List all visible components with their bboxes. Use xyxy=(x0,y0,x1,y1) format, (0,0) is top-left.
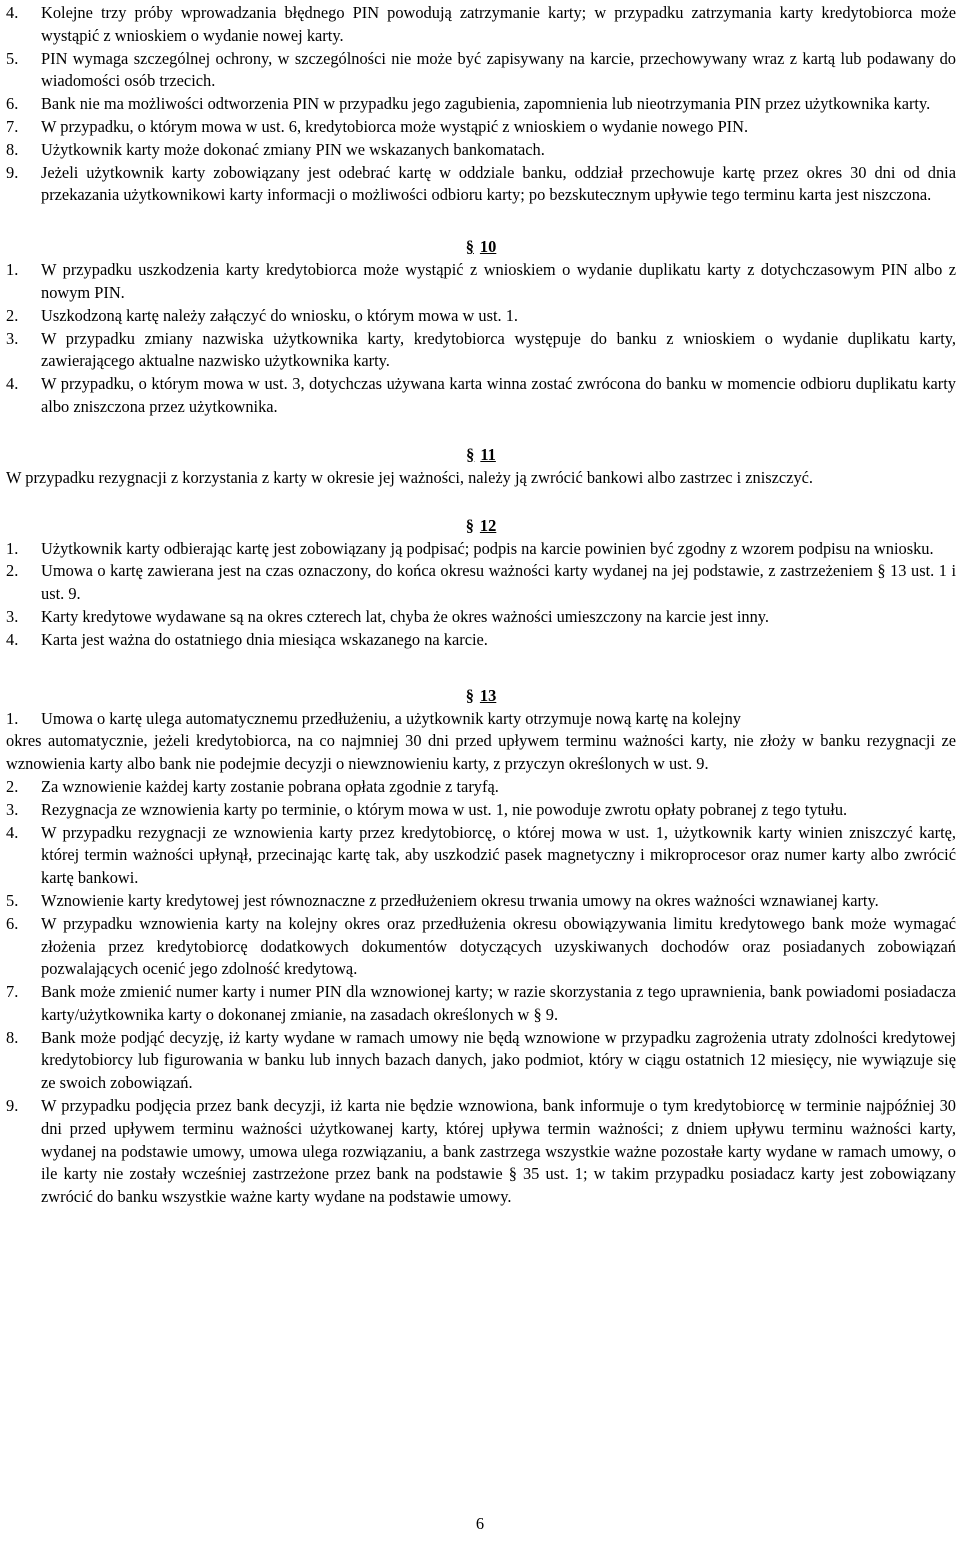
list-item xyxy=(6,822,956,890)
list-item xyxy=(6,48,956,94)
section-number: 12 xyxy=(479,515,497,535)
item-number: 6. xyxy=(6,94,19,114)
item-text: Karta jest ważna do ostatniego dnia miesiąca wskazanego na karcie. xyxy=(41,629,488,649)
item-text: W przypadku rezygnacji ze wznowienia karty przez kredytobiorcę, o której mowa w ust. 1, użytkownik karty winien zniszczyć kartę, której termin ważności upłynął, przecinając kartę tak, aby uszkodzić pasek magnetyczny i mikroprocesor oraz numer karty albo zwrócić kartę bankowi. xyxy=(41,822,956,888)
item-text: PIN wymaga szczególnej ochrony, w szczególności nie może być zapisywany na karcie, przechowywany wraz z kartą lub podawany do wiadomości osób trzecich. xyxy=(41,48,956,91)
item-text: Uszkodzoną kartę należy załączyć do wniosku, o którym mowa w ust. 1. xyxy=(41,305,519,325)
paragraph-symbol: § xyxy=(465,685,474,705)
item-text: W przypadku, o którym mowa w ust. 3, dotychczas używana karta winna zostać zwrócona do banku w momencie odbioru duplikatu karty albo zniszczona przez użytkownika. xyxy=(41,374,956,416)
list-item xyxy=(6,93,956,116)
item-text: Rezygnacja ze wznowienia karty po terminie, o którym mowa w ust. 1, nie powoduje zwrotu opłaty pobranej z tego tytułu. xyxy=(41,799,848,819)
item-text: Bank może podjąć decyzję, iż karty wydane w ramach umowy nie będą wznowione w przypadku zagrożenia utraty zdolności kredytowej kredytobiorcy lub figurowania w banku lub innych bazach danych, jako podmiot, który w ciągu ostatnich 12 miesięcy, nie wywiązuje się ze swoich zobowiązań. xyxy=(41,1027,956,1093)
section-13 xyxy=(6,708,956,1210)
item-number: 2. xyxy=(6,776,19,796)
item-text: Umowa o kartę zawierana jest na czas oznaczony, do końca okresu ważności karty wydanej na jej podstawie, z zastrzeżeniem § 13 ust. 1 i ust. 9. xyxy=(41,561,956,604)
list-item xyxy=(6,890,956,913)
item-text: W przypadku wznowienia karty na kolejny okres oraz przedłużenia okresu obowiązywania limitu kredytowego bank może wymagać złożenia przez kredytobiorcę dodatkowych dokumentów dotyczących uzyskiwanych dochodów oraz posiadanych zobowiązań pozwalających ocenić jego zdolność kredytową. xyxy=(41,913,956,979)
item-text: W przypadku, o którym mowa w ust. 6, kredytobiorca może wystąpić z wnioskiem o wydanie nowego PIN. xyxy=(41,116,749,136)
list-item xyxy=(6,328,956,374)
list-item xyxy=(6,799,956,822)
list-item xyxy=(6,606,956,629)
item-number: 3. xyxy=(6,328,19,348)
item-number: 3. xyxy=(6,606,19,626)
list-item xyxy=(6,629,956,652)
item-text: Kolejne trzy próby wprowadzania błędnego PIN powodują zatrzymanie karty; w przypadku zatrzymania karty kredytobiorca może wystąpić z wnioskiem o wydanie nowej karty. xyxy=(41,3,956,45)
section-10 xyxy=(6,259,956,419)
item-text: Użytkownik karty może dokonać zmiany PIN we wskazanych bankomatach. xyxy=(41,139,545,159)
list-item xyxy=(6,913,956,981)
item-number: 1. xyxy=(6,708,19,728)
list-item xyxy=(6,259,956,305)
item-number: 9. xyxy=(6,1096,19,1116)
paragraph-symbol: § xyxy=(465,515,474,535)
list-item xyxy=(6,116,956,139)
section-number: 10 xyxy=(479,237,497,257)
item-number: 7. xyxy=(6,116,19,136)
item-number: 2. xyxy=(6,305,19,325)
item-text: W przypadku zmiany nazwiska użytkownika karty, kredytobiorca występuje do banku z wnioskiem o wydanie duplikatu karty, zawierającego aktualne nazwisko użytkownika karty. xyxy=(41,328,956,371)
item-text: Karty kredytowe wydawane są na okres czterech lat, chyba że okres ważności umieszczony na karcie jest inny. xyxy=(41,606,770,626)
item-text-continuation: okres automatycznie, jeżeli kredytobiorca, na co najmniej 30 dni przed upływem terminu ważności karty, nie złoży w banku rezygnacji ze wznowienia karty albo bank nie podejmie decyzji o niewznowieniu karty, z przyczyn określonych w ust. 9. xyxy=(6,731,956,774)
list-item xyxy=(6,139,956,162)
item-number: 6. xyxy=(6,913,19,933)
section-13-heading xyxy=(6,684,956,708)
list-item xyxy=(6,538,956,561)
item-text: Bank nie ma możliwości odtworzenia PIN w przypadku jego zagubienia, zapomnienia lub nieotrzymania PIN przez użytkownika karty. xyxy=(41,94,931,114)
section-12 xyxy=(6,538,956,652)
item-number: 8. xyxy=(6,1027,19,1047)
section-11-text: W przypadku rezygnacji z korzystania z karty w okresie jej ważności, należy ją zwrócić bankowi albo zastrzec i zniszczyć. xyxy=(6,467,814,487)
item-text: Za wznowienie każdej karty zostanie pobrana opłata zgodnie z taryfą. xyxy=(41,776,499,796)
list-item xyxy=(6,2,956,48)
item-number: 5. xyxy=(6,48,19,68)
section-11-heading xyxy=(6,443,956,467)
section-9-tail xyxy=(6,2,956,207)
list-item xyxy=(6,708,956,731)
list-item xyxy=(6,776,956,799)
list-item xyxy=(6,981,956,1027)
item-text: Wznowienie karty kredytowej jest równoznaczne z przedłużeniem okresu trwania umowy na okres ważności wznawianej karty. xyxy=(41,890,879,910)
item-number: 4. xyxy=(6,629,19,649)
item-number: 9. xyxy=(6,162,19,182)
item-text: Umowa o kartę ulega automatycznemu przedłużeniu, a użytkownik karty otrzymuje nową kartę na kolejny xyxy=(41,708,741,728)
paragraph-symbol: § xyxy=(465,237,474,257)
item-number: 4. xyxy=(6,3,19,22)
item-text: W przypadku uszkodzenia karty kredytobiorca może wystąpić z wnioskiem o wydanie duplikatu karty z dotychczasowym PIN albo z nowym PIN. xyxy=(41,260,956,302)
section-number: 13 xyxy=(479,685,497,705)
item-text: W przypadku podjęcia przez bank decyzji, iż karta nie będzie wznowiona, bank informuje o tym kredytobiorcę w terminie najpóźniej 30 dni przed upływem terminu ważności użytkowanej karty, której upływa termin ważności; z dniem upływu terminu ważności karty, wydanej na podstawie umowy, umowa ulega rozwiązaniu, a bank zastrzega wszystkie ważne pozostałe karty wydane w ramach umowy, o ile karty nie zostały wcześniej zastrzeżone przez bank na podstawie § 35 ust. 1; w takim przypadku posiadacz karty jest zobowiązany zwrócić do banku wszystkie ważne karty wydane na podstawie umowy. xyxy=(41,1096,956,1207)
item-number: 4. xyxy=(6,822,19,842)
list-item xyxy=(6,373,956,419)
item-number: 1. xyxy=(6,538,19,558)
paragraph-symbol: § xyxy=(466,444,475,464)
list-item xyxy=(6,1095,956,1209)
list-item xyxy=(6,1027,956,1095)
item-number: 5. xyxy=(6,890,19,910)
list-item xyxy=(6,305,956,328)
list-item xyxy=(6,162,956,208)
section-10-heading xyxy=(6,235,956,259)
item-text: Bank może zmienić numer karty i numer PIN dla wznowionej karty; w razie skorzystania z tego uprawnienia, bank powiadomi posiadacza karty/użytkownika karty o dokonanej zmianie, na zasadach określonych w § 9. xyxy=(41,982,956,1024)
list-item xyxy=(6,560,956,606)
section-number: 11 xyxy=(480,444,496,464)
item-number: 8. xyxy=(6,139,19,159)
item-number: 3. xyxy=(6,799,19,819)
section-12-heading xyxy=(6,514,956,538)
document-body xyxy=(6,2,956,1209)
item-number: 1. xyxy=(6,260,19,280)
item-number: 2. xyxy=(6,561,19,581)
item-text: Jeżeli użytkownik karty zobowiązany jest odebrać kartę w oddziale banku, oddział przechowuje kartę przez okres 30 dni od dnia przekazania użytkownikowi karty informacji o możliwości odbioru karty; po bezskutecznym upływie tego terminu karta jest niszczona. xyxy=(41,162,956,205)
item-text: Użytkownik karty odbierając kartę jest zobowiązany ją podpisać; podpis na karcie powinien być zgodny z wzorem podpisu na wniosku. xyxy=(41,538,934,558)
item-number: 4. xyxy=(6,374,19,394)
item-number: 7. xyxy=(6,982,19,1002)
page-number: 6 xyxy=(475,1514,485,1533)
